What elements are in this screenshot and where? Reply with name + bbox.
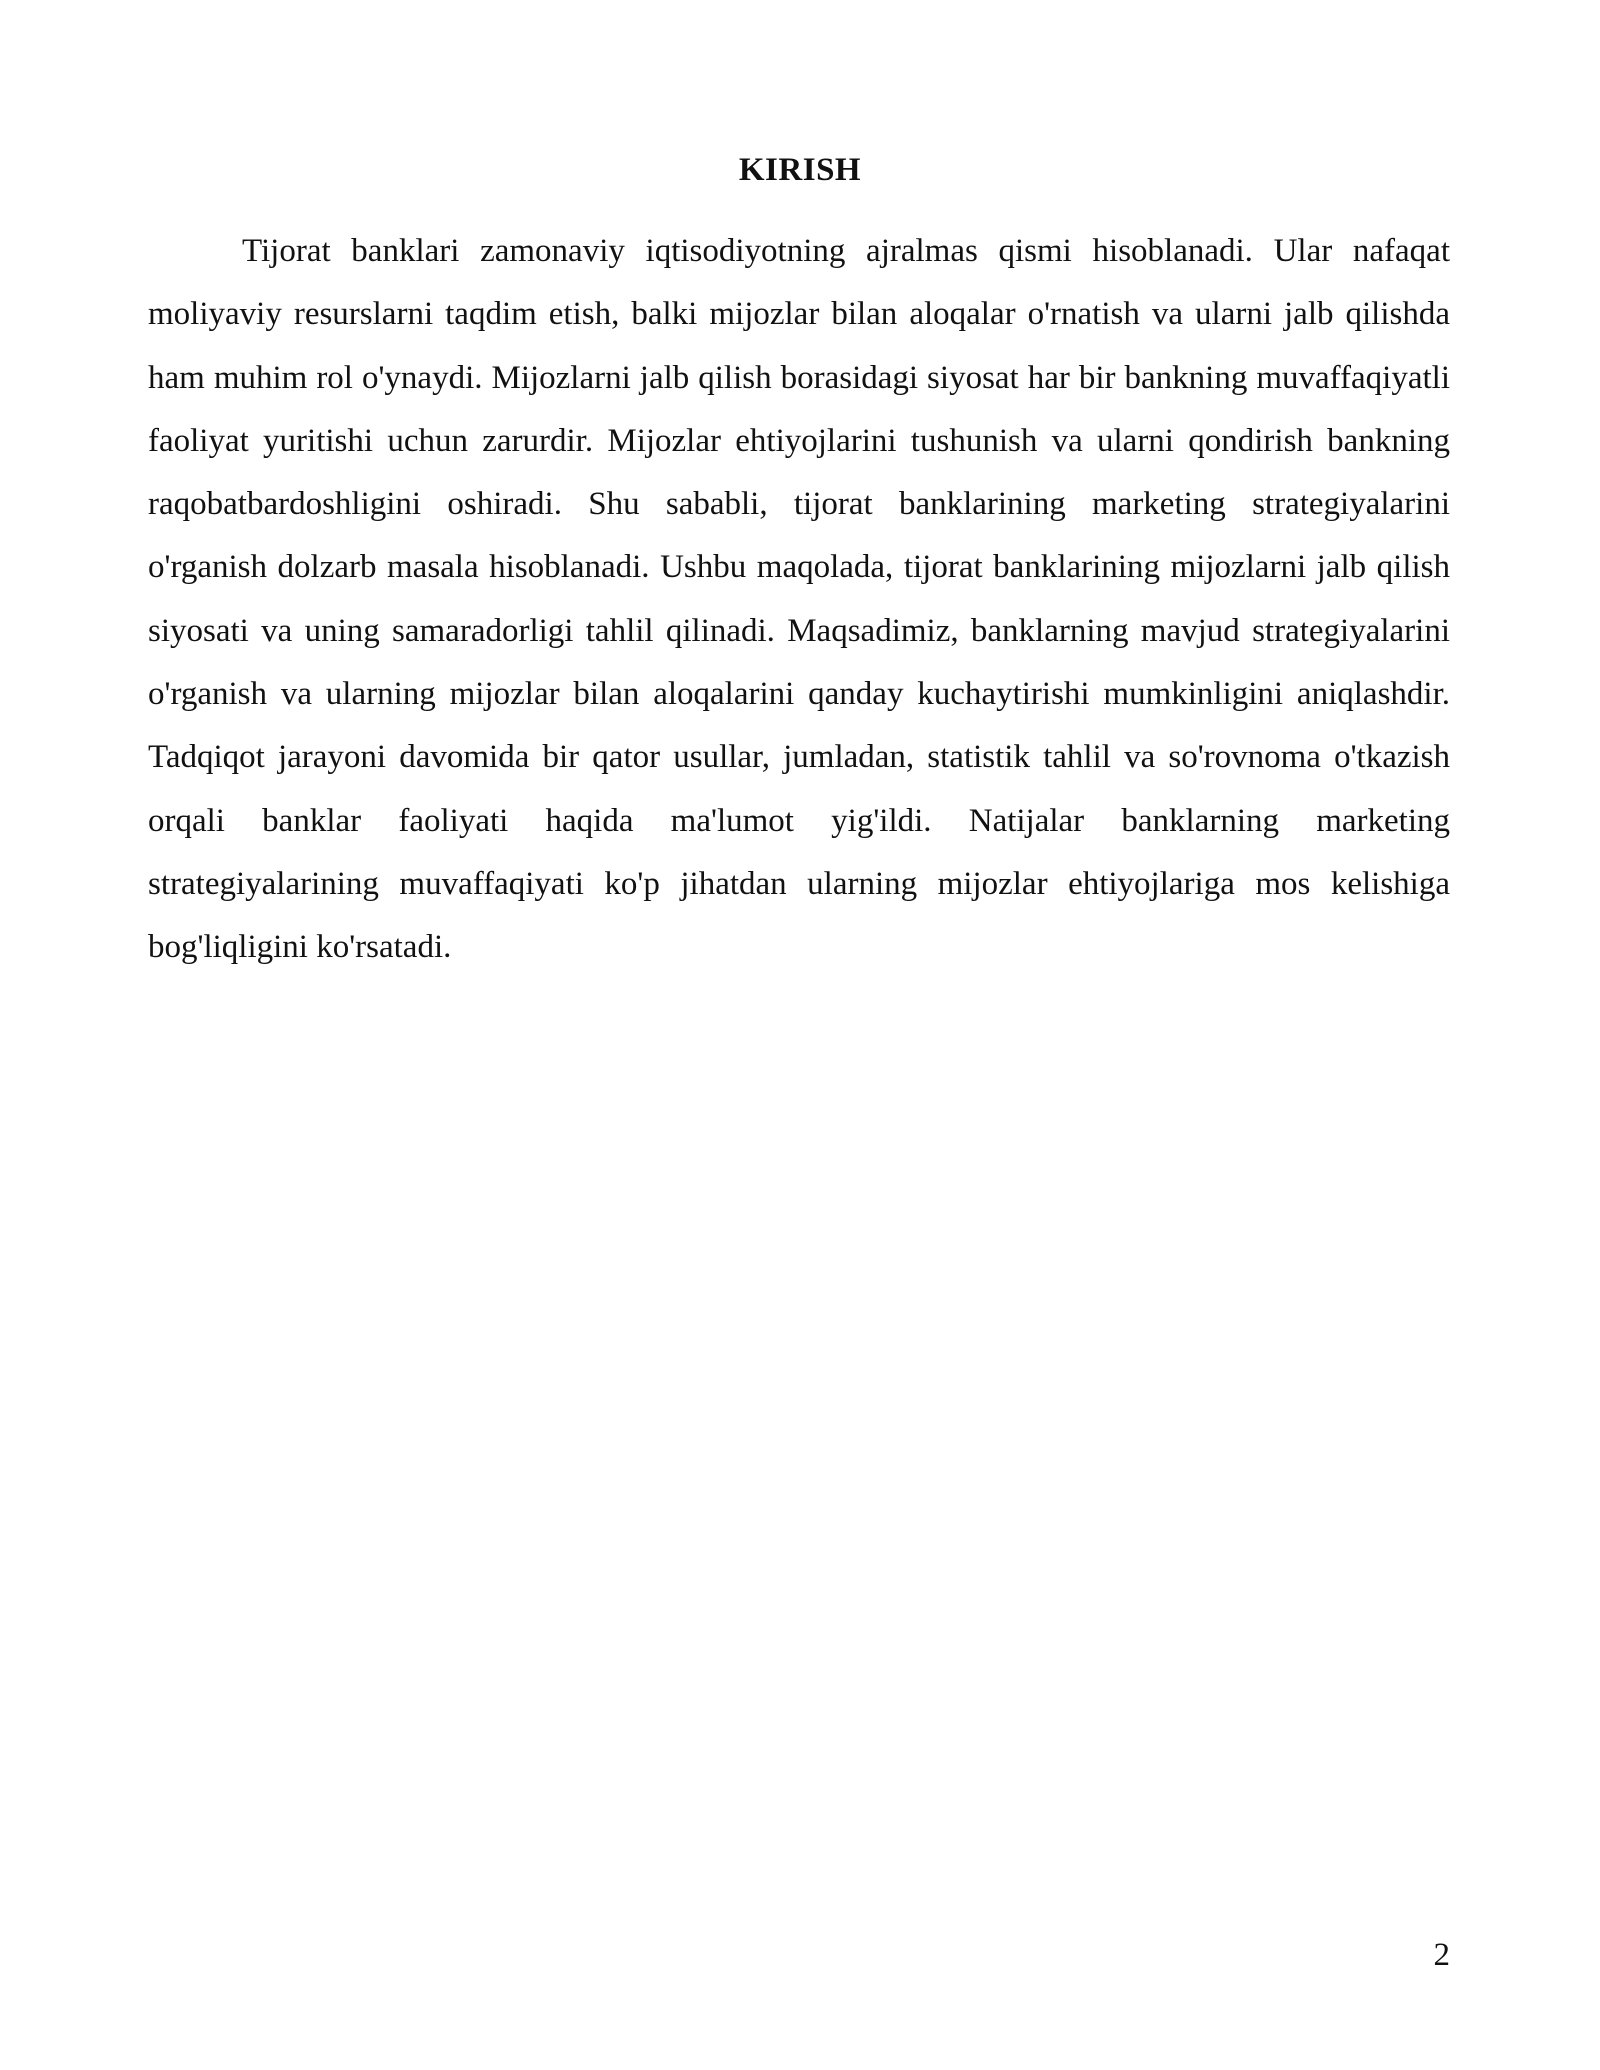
body-paragraph: Tijorat banklari zamonaviy iqtisodiyotning ajralmas qismi hisoblanadi. Ular nafaqat moliyaviy resurslarni taqdim etish, balki mijozlar bilan aloqalar o'rnatish va ularni jalb qilishda ham muhim rol o'ynaydi. Mijozlarni jalb qilish borasidagi siyosat har bir bankning muvaffaqiyatli faoliyat yuritishi uchun zarurdir. Mijozlar ehtiyojlarini tushunish va ularni qondirish bankning raqobatbardoshligini oshiradi. Shu sababli, tijorat banklarining marketing strategiyalarini o'rganish dolzarb masala hisoblanadi. Ushbu maqolada, tijorat banklarining mijozlarni jalb qilish siyosati va uning samaradorligi tahlil qilinadi. Maqsadimiz, banklarning mavjud strategiyalarini o'rganish va ularning mijozlar bilan aloqalarini qanday kuchaytirishi mumkinligini aniqlashdir. Tadqiqot jarayoni davomida bir qator usullar, jumladan, statistik tahlil va so'rovnoma o'tkazish orqali banklar faoliyati haqida ma'lumot yig'ildi. Natijalar banklarning marketing strategiyalarining muvaffaqiyati ko'p jihatdan ularning mijozlar ehtiyojlariga mos kelishiga bog'liqligini ko'rsatadi. <box>148 233 1450 966</box>
page-number: 2 <box>1433 1937 1450 1973</box>
section-heading: KIRISH <box>738 152 862 188</box>
